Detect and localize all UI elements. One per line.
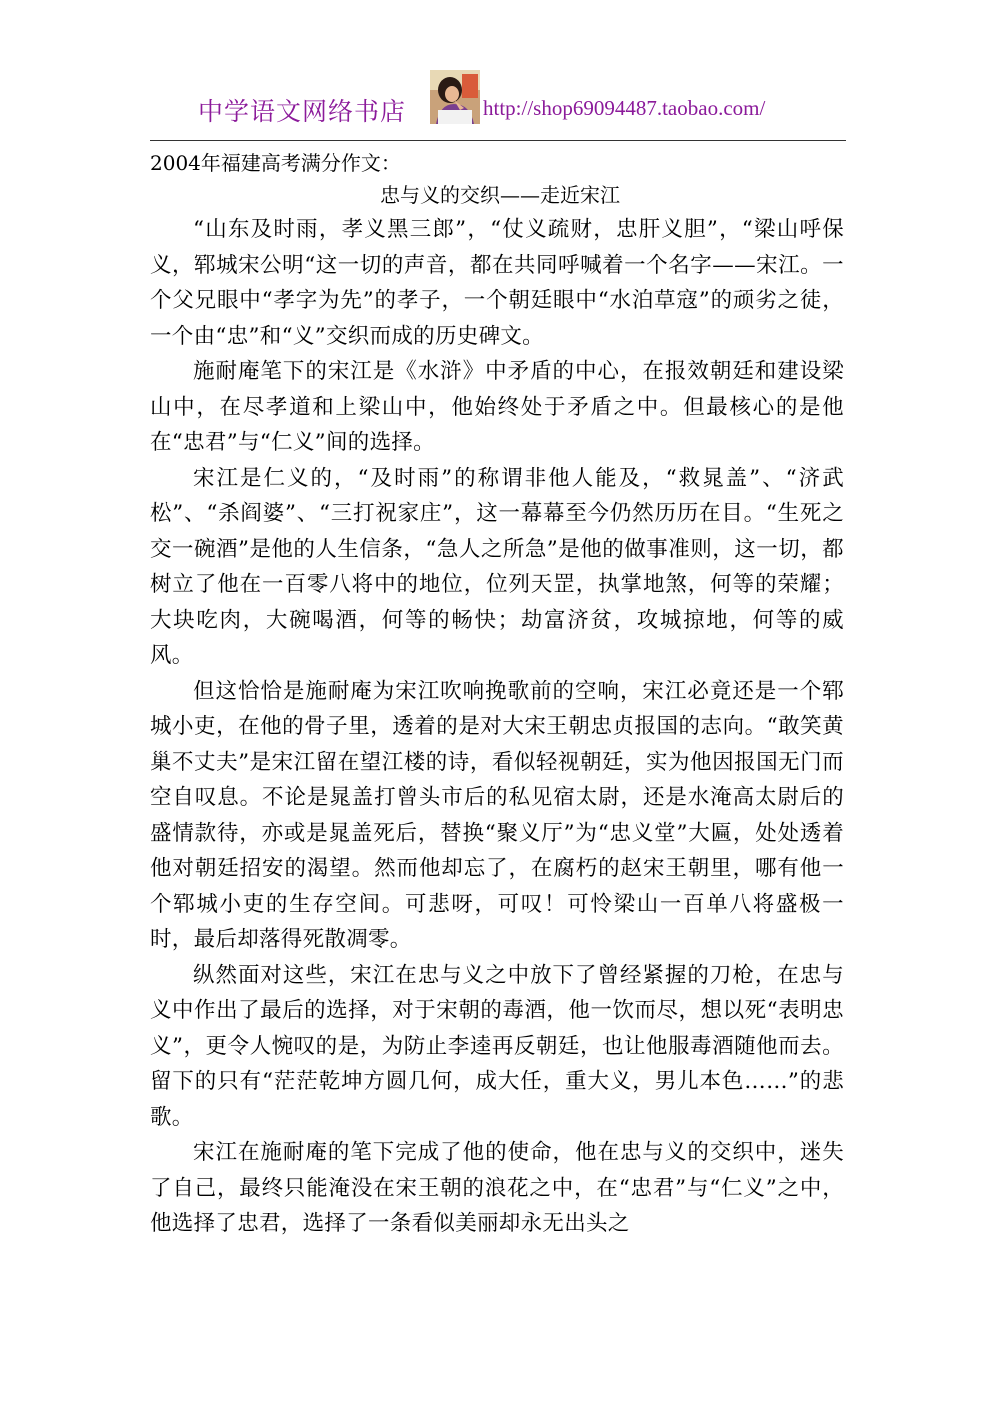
paragraph-5: 纵然面对这些，宋江在忠与义之中放下了曾经紧握的刀枪，在忠与义中作出了最后的选择，对于宋朝的毒酒，他一饮而尽，想以死“表明忠义”，更令人惋叹的是，为防止李逵再反朝廷，也让他服毒酒随他而去。留下的只有“茫茫乾坤方圆几何，成大任，重大义，男儿本色……”的悲歌。	[150, 962, 844, 1130]
essay-body	[150, 148, 844, 1242]
paragraph-3: 宋江是仁义的，“及时雨”的称谓非他人能及，“救晁盖”、“济武松”、“杀阎婆”、“三打祝家庄”，这一幕幕至今仍然历历在目。“生死之交一碗酒”是他的人生信条，“急人之所急”是他的做事准则，这一切，都树立了他在一百零八将中的地位，位列天罡，执掌地煞，何等的荣耀；大块吃肉，大碗喝酒，何等的畅快；劫富济贫，攻城掠地，何等的威风。	[150, 465, 844, 668]
essay-heading: 2004年福建高考满分作文：	[150, 151, 401, 175]
paragraph-6: 宋江在施耐庵的笔下完成了他的使命，他在忠与义的交织中，迷失了自己，最终只能淹没在宋王朝的浪花之中，在“忠君”与“仁义”之中，他选择了忠君，选择了一条看似美丽却永无出头之	[150, 1140, 844, 1236]
page-header	[0, 0, 993, 142]
shop-url-link[interactable]: http://shop69094487.taobao.com/	[483, 96, 766, 120]
shop-name: 中学语文网络书店	[198, 97, 407, 126]
header-divider	[150, 140, 846, 141]
paragraph-2: 施耐庵笔下的宋江是《水浒》中矛盾的中心，在报效朝廷和建设梁山中，在尽孝道和上梁山中，他始终处于矛盾之中。但最核心的是他在“忠君”与“仁义”间的选择。	[150, 359, 844, 455]
person-reading-photo-icon	[430, 70, 480, 124]
paragraph-1: “山东及时雨，孝义黑三郎”，“仗义疏财，忠肝义胆”，“梁山呼保义，郓城宋公明“这一切的声音，都在共同呼喊着一个名字——宋江。一个父兄眼中“孝字为先”的孝子，一个朝廷眼中“水泊草寇”的顽劣之徒，一个由“忠”和“义”交织而成的历史碑文。	[150, 217, 844, 349]
paragraph-4: 但这恰恰是施耐庵为宋江吹响挽歌前的空响，宋江必竟还是一个郓城小吏，在他的骨子里，透着的是对大宋王朝忠贞报国的志向。“敢笑黄巢不丈夫”是宋江留在望江楼的诗，看似轻视朝廷，实为他因报国无门而空自叹息。不论是晁盖打曾头市后的私见宿太尉，还是水淹高太尉后的盛情款待，亦或是晁盖死后，替换“聚义厅”为“忠义堂”大匾，处处透着他对朝廷招安的渴望。然而他却忘了，在腐朽的赵宋王朝里，哪有他一个郓城小吏的生存空间。可悲呀，可叹！可怜梁山一百单八将盛极一时，最后却落得死散凋零。	[150, 678, 844, 952]
essay-title: 忠与义的交织——走近宋江	[380, 183, 620, 207]
